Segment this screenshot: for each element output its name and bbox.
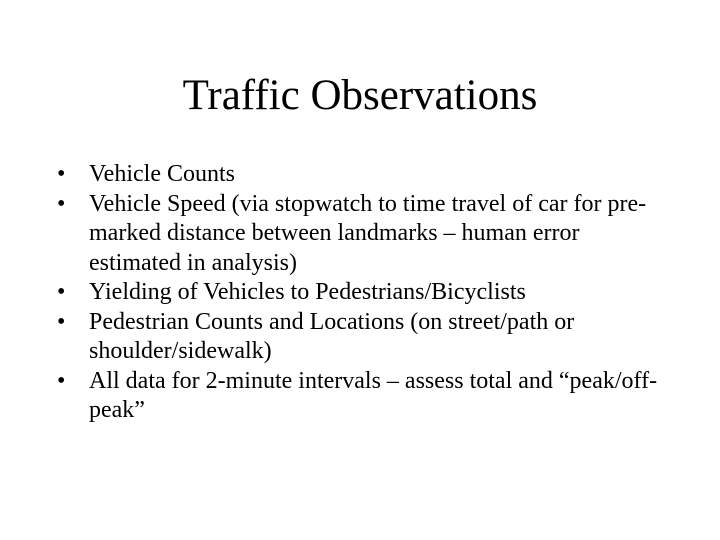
bullet-text: Vehicle Counts [89, 161, 235, 187]
bullet-item [57, 190, 677, 279]
bullet-item [57, 278, 677, 308]
bullet-icon: • [57, 190, 66, 217]
bullet-list [57, 160, 677, 426]
bullet-item [57, 160, 677, 190]
bullet-icon: • [57, 367, 66, 394]
bullet-item [57, 308, 677, 367]
bullet-text: Vehicle Speed (via stopwatch to time travel of car for pre-marked distance between landmarks – human error estimated in analysis) [89, 190, 647, 276]
bullet-text: All data for 2-minute intervals – assess total and “peak/off-peak” [89, 367, 658, 423]
bullet-text: Yielding of Vehicles to Pedestrians/Bicyclists [89, 279, 526, 305]
bullet-text: Pedestrian Counts and Locations (on street/path or shoulder/sidewalk) [89, 308, 575, 364]
bullet-icon: • [57, 161, 66, 187]
bullet-item [57, 367, 677, 426]
bullet-icon: • [57, 308, 66, 335]
slide-title: Traffic Observations [182, 72, 538, 119]
bullet-icon: • [57, 279, 66, 305]
